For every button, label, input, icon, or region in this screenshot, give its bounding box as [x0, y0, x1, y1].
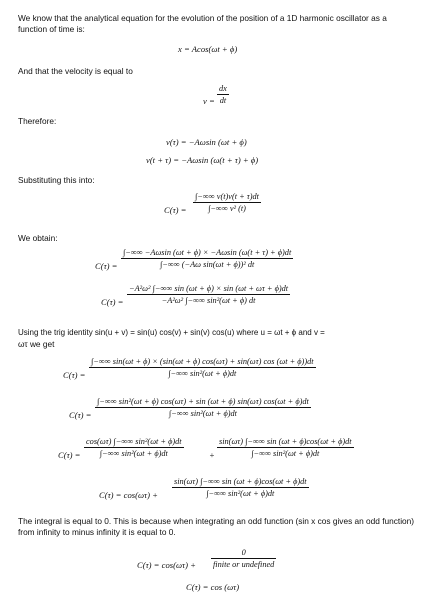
c3-fraction: [127, 284, 290, 305]
c8-numerator: 0: [241, 548, 246, 557]
velocity-denominator: dt: [219, 96, 227, 105]
c5-denominator: ∫−∞∞ sin²(ωt + ϕ)dt: [168, 409, 237, 418]
v-t-tau-equation: v(t + τ) = −Aωsin (ω(t + τ) + ϕ): [146, 155, 259, 165]
c2-lhs: C(τ) =: [95, 261, 118, 271]
therefore-text: Therefore:: [18, 116, 57, 126]
c6-lhs: C(τ) =: [58, 450, 81, 460]
c1-denominator: ∫−∞∞ v² (t): [208, 204, 246, 213]
final-equation: C(τ) = cos (ωτ): [186, 582, 240, 592]
velocity-fraction: [217, 84, 229, 105]
c6-numerator-a: cos(ωτ) ∫−∞∞ sin²(ωt + ϕ)dt: [86, 437, 182, 446]
c3-denominator: −A²ω² ∫−∞∞ sin²(ωt + ϕ) dt: [161, 296, 256, 305]
c1-numerator: ∫−∞∞ v(t)v(t + τ)dt: [195, 192, 259, 201]
intro-paragraph: We know that the analytical equation for the evolution of the position of a 1D harmonic oscillator as a function of time is:: [18, 13, 387, 34]
c3-lhs: C(τ) =: [101, 297, 124, 307]
c8-lhs: C(τ) = cos(ωτ) +: [137, 560, 196, 570]
c6-denominator-a: ∫−∞∞ sin²(ωt + ϕ)dt: [99, 449, 168, 458]
c2-denominator: ∫−∞∞ (−Aω sin(ωt + ϕ))² dt: [159, 260, 255, 269]
c6-fraction-a: [84, 437, 184, 458]
c2-fraction: [121, 248, 293, 269]
c4-lhs: C(τ) =: [63, 370, 86, 380]
c2-numerator: ∫−∞∞ −Aωsin (ωt + ϕ) × −Aωsin (ω(t + τ) + ϕ)dt: [123, 248, 292, 257]
c7-denominator: ∫−∞∞ sin²(ωt + ϕ)dt: [206, 489, 275, 498]
c6-denominator-b: ∫−∞∞ sin²(ωt + ϕ)dt: [251, 449, 320, 458]
trig-identity-text-line1: Using the trig identity sin(u + v) = sin(u) cos(v) + sin(v) cos(u) where u = ωt + ϕ and v =: [18, 328, 325, 337]
c8-denominator: finite or undefined: [213, 560, 275, 569]
c1-fraction: [193, 192, 261, 213]
c5-fraction: [95, 397, 311, 418]
c6-fraction-b: [217, 437, 354, 458]
v-tau-equation: v(τ) = −Aωsin (ωt + ϕ): [166, 137, 247, 147]
c4-fraction: [89, 357, 316, 378]
c6-plus: +: [209, 450, 215, 460]
c8-fraction: [211, 548, 276, 569]
c3-numerator: −A²ω² ∫−∞∞ sin (ωt + ϕ) × sin (ωt + ωτ + ϕ)dt: [129, 284, 289, 293]
velocity-text: And that the velocity is equal to: [18, 66, 133, 76]
c5-numerator: ∫−∞∞ sin²(ωt + ϕ) cos(ωτ) + sin (ωt + ϕ) sin(ωτ) cos(ωt + ϕ)dt: [97, 397, 309, 406]
c1-lhs: C(τ) =: [164, 205, 187, 215]
c6-numerator-b: sin(ωτ) ∫−∞∞ sin (ωt + ϕ)cos(ωt + ϕ)dt: [219, 437, 352, 446]
position-equation: x = Acos(ωt + ϕ): [178, 44, 238, 54]
c7-numerator: sin(ωτ) ∫−∞∞ sin (ωt + ϕ)cos(ωt + ϕ)dt: [174, 477, 307, 486]
c5-lhs: C(τ) =: [69, 410, 92, 420]
c4-denominator: ∫−∞∞ sin²(ωt + ϕ)dt: [168, 369, 237, 378]
velocity-numerator: dx: [219, 84, 227, 93]
c4-numerator: ∫−∞∞ sin(ωt + ϕ) × (sin(ωt + ϕ) cos(ωτ) + sin(ωτ) cos (ωt + ϕ))dt: [91, 357, 314, 366]
c7-fraction: [172, 477, 309, 498]
integral-explanation: The integral is equal to 0. This is because when integrating an odd function (sin x cos gives an odd function) from infinity to minus infinity it is equal to 0.: [18, 516, 415, 537]
we-obtain-text: We obtain:: [18, 233, 58, 243]
velocity-eq-lhs: v =: [203, 96, 215, 106]
c7-lhs: C(τ) = cos(ωτ) +: [99, 490, 158, 500]
substituting-text: Substituting this into:: [18, 175, 95, 185]
trig-identity-text-line2: ωτ we get: [18, 339, 55, 349]
